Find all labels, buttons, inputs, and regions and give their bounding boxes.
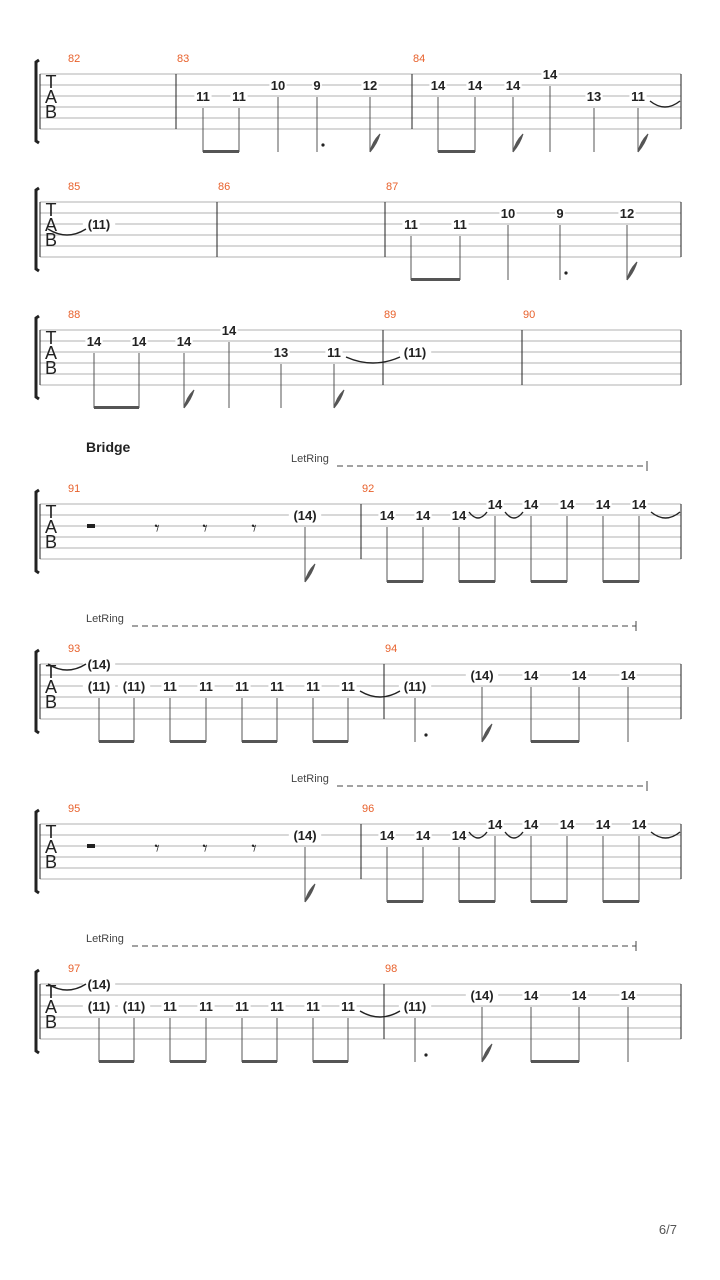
fret-number: 11 [453, 217, 467, 232]
fret-number: 14 [559, 497, 575, 512]
fret-number: (14) [87, 977, 111, 992]
measure-number: 98 [385, 963, 398, 975]
eighth-rest: 𝄾 [202, 836, 208, 860]
eighth-rest: 𝄾 [251, 516, 257, 540]
note-flag [482, 1044, 492, 1062]
tab-clef-letter: B [44, 358, 58, 378]
fret-number: 10 [270, 78, 286, 93]
tab-clef-letter: T [45, 502, 57, 522]
fret-number: 10 [500, 206, 516, 221]
page-number: 6/7 [658, 1222, 677, 1237]
measure-number: 86 [218, 181, 231, 193]
tab-clef-letter: B [44, 692, 58, 712]
let-ring-label: LetRing [86, 933, 124, 945]
beam [170, 740, 206, 743]
let-ring-label: LetRing [291, 453, 329, 465]
fret-number: 14 [505, 78, 521, 93]
beam [99, 1060, 134, 1063]
fret-number: (11) [87, 999, 111, 1014]
measure-number: 83 [177, 53, 190, 65]
fret-number: 14 [620, 668, 636, 683]
tab-clef-letter: A [44, 343, 58, 363]
system-bracket [36, 970, 39, 1053]
measure-number: 96 [362, 803, 375, 815]
note-flag [638, 134, 648, 152]
system-bracket [36, 490, 39, 573]
fret-number: 12 [619, 206, 635, 221]
fret-number: 14 [415, 828, 431, 843]
note-flag [184, 390, 194, 408]
eighth-rest: 𝄾 [251, 836, 257, 860]
beam [313, 740, 348, 743]
fret-number: 14 [379, 828, 395, 843]
tab-clef-letter: T [45, 822, 57, 842]
beam [387, 580, 423, 583]
beam [411, 278, 460, 281]
beam [313, 1060, 348, 1063]
half-rest [87, 524, 95, 528]
tab-clef-letter: A [44, 215, 58, 235]
fret-number: 14 [595, 817, 611, 832]
measure-number: 82 [68, 53, 81, 65]
measure-number: 85 [68, 181, 81, 193]
fret-number: (11) [122, 679, 146, 694]
note-flag [334, 390, 344, 408]
let-ring-label: LetRing [291, 773, 329, 785]
fret-number: 14 [523, 497, 539, 512]
beam [387, 900, 423, 903]
tie [360, 1011, 400, 1017]
tab-clef-letter: B [44, 532, 58, 552]
beam [531, 1060, 579, 1063]
system-bracket [36, 810, 39, 893]
tie [360, 691, 400, 697]
fret-number: 14 [571, 988, 587, 1003]
half-rest [87, 844, 95, 848]
fret-number: 14 [487, 497, 503, 512]
tie [650, 101, 680, 107]
fret-number: 11 [270, 679, 284, 694]
fret-number: 14 [595, 497, 611, 512]
fret-number: (11) [403, 999, 427, 1014]
tie [346, 357, 400, 363]
fret-number: 14 [571, 668, 587, 683]
fret-number: 11 [235, 679, 249, 694]
beam [603, 900, 639, 903]
fret-number: 12 [362, 78, 378, 93]
note-flag [370, 134, 380, 152]
tab-clef-letter: A [44, 517, 58, 537]
fret-number: 11 [196, 89, 210, 104]
fret-number: 14 [430, 78, 446, 93]
fret-number: 11 [235, 999, 249, 1014]
measure-number: 91 [68, 483, 81, 495]
dot [564, 271, 567, 274]
system-bracket [36, 316, 39, 399]
fret-number: 11 [163, 999, 177, 1014]
fret-number: 14 [221, 323, 237, 338]
fret-number: 14 [86, 334, 102, 349]
fret-number: 14 [415, 508, 431, 523]
fret-number: 11 [199, 679, 213, 694]
dot [424, 733, 427, 736]
tab-clef-letter: B [44, 102, 58, 122]
fret-number: (11) [87, 679, 111, 694]
fret-number: 11 [306, 679, 320, 694]
fret-number: 11 [232, 89, 246, 104]
fret-number: (11) [403, 679, 427, 694]
beam [603, 580, 639, 583]
measure-number: 97 [68, 963, 81, 975]
note-flag [627, 262, 637, 280]
fret-number: 14 [487, 817, 503, 832]
fret-number: 14 [523, 988, 539, 1003]
let-ring-label: LetRing [86, 613, 124, 625]
fret-number: 11 [341, 999, 355, 1014]
tab-clef-letter: T [45, 72, 57, 92]
section-label: Bridge [86, 439, 131, 455]
tab-clef-letter: A [44, 837, 58, 857]
fret-number: 14 [176, 334, 192, 349]
fret-number: 13 [586, 89, 602, 104]
fret-number: (14) [87, 657, 111, 672]
tab-clef-letter: B [44, 1012, 58, 1032]
tab-clef-letter: T [45, 982, 57, 1002]
fret-number: 11 [306, 999, 320, 1014]
fret-number: 11 [341, 679, 355, 694]
fret-number: 14 [620, 988, 636, 1003]
dot [424, 1053, 427, 1056]
fret-number: 14 [631, 817, 647, 832]
note-flag [305, 564, 315, 582]
note-flag [513, 134, 523, 152]
tab-clef-letter: A [44, 87, 58, 107]
fret-number: 11 [163, 679, 177, 694]
fret-number: 11 [631, 89, 645, 104]
eighth-rest: 𝄾 [154, 516, 160, 540]
beam [203, 150, 239, 153]
measure-number: 95 [68, 803, 81, 815]
eighth-rest: 𝄾 [154, 836, 160, 860]
fret-number: 14 [131, 334, 147, 349]
fret-number: 14 [631, 497, 647, 512]
tab-clef-letter: A [44, 997, 58, 1017]
fret-number: (11) [87, 217, 111, 232]
measure-number: 90 [523, 309, 536, 321]
fret-number: 14 [451, 828, 467, 843]
dot [321, 143, 324, 146]
fret-number: 14 [523, 668, 539, 683]
fret-number: 14 [542, 67, 558, 82]
fret-number: (14) [470, 988, 494, 1003]
fret-number: 14 [451, 508, 467, 523]
fret-number: 11 [327, 345, 341, 360]
fret-number: (11) [403, 345, 427, 360]
tab-clef-letter: T [45, 662, 57, 682]
beam [531, 740, 579, 743]
beam [99, 740, 134, 743]
measure-number: 84 [413, 53, 426, 65]
fret-number: 14 [379, 508, 395, 523]
fret-number: (14) [470, 668, 494, 683]
system-bracket [36, 188, 39, 271]
fret-number: 14 [523, 817, 539, 832]
fret-number: 9 [556, 206, 564, 221]
beam [242, 1060, 277, 1063]
fret-number: 9 [313, 78, 321, 93]
system-bracket [36, 650, 39, 733]
note-flag [482, 724, 492, 742]
beam [242, 740, 277, 743]
measure-number: 94 [385, 643, 398, 655]
eighth-rest: 𝄾 [202, 516, 208, 540]
beam [170, 1060, 206, 1063]
tab-clef-letter: T [45, 200, 57, 220]
tab-clef-letter: B [44, 852, 58, 872]
tab-clef-letter: A [44, 677, 58, 697]
fret-number: 11 [404, 217, 418, 232]
measure-number: 88 [68, 309, 81, 321]
system-bracket [36, 60, 39, 143]
beam [459, 900, 495, 903]
fret-number: 11 [270, 999, 284, 1014]
beam [438, 150, 475, 153]
beam [531, 900, 567, 903]
measure-number: 92 [362, 483, 375, 495]
measure-number: 87 [386, 181, 399, 193]
fret-number: 14 [467, 78, 483, 93]
beam [531, 580, 567, 583]
tab-clef-letter: T [45, 328, 57, 348]
fret-number: 11 [199, 999, 213, 1014]
fret-number: (14) [293, 508, 317, 523]
beam [459, 580, 495, 583]
note-flag [305, 884, 315, 902]
measure-number: 89 [384, 309, 397, 321]
tab-clef-letter: B [44, 230, 58, 250]
fret-number: 14 [559, 817, 575, 832]
beam [94, 406, 139, 409]
fret-number: (11) [122, 999, 146, 1014]
fret-number: (14) [293, 828, 317, 843]
fret-number: 13 [273, 345, 289, 360]
measure-number: 93 [68, 643, 81, 655]
